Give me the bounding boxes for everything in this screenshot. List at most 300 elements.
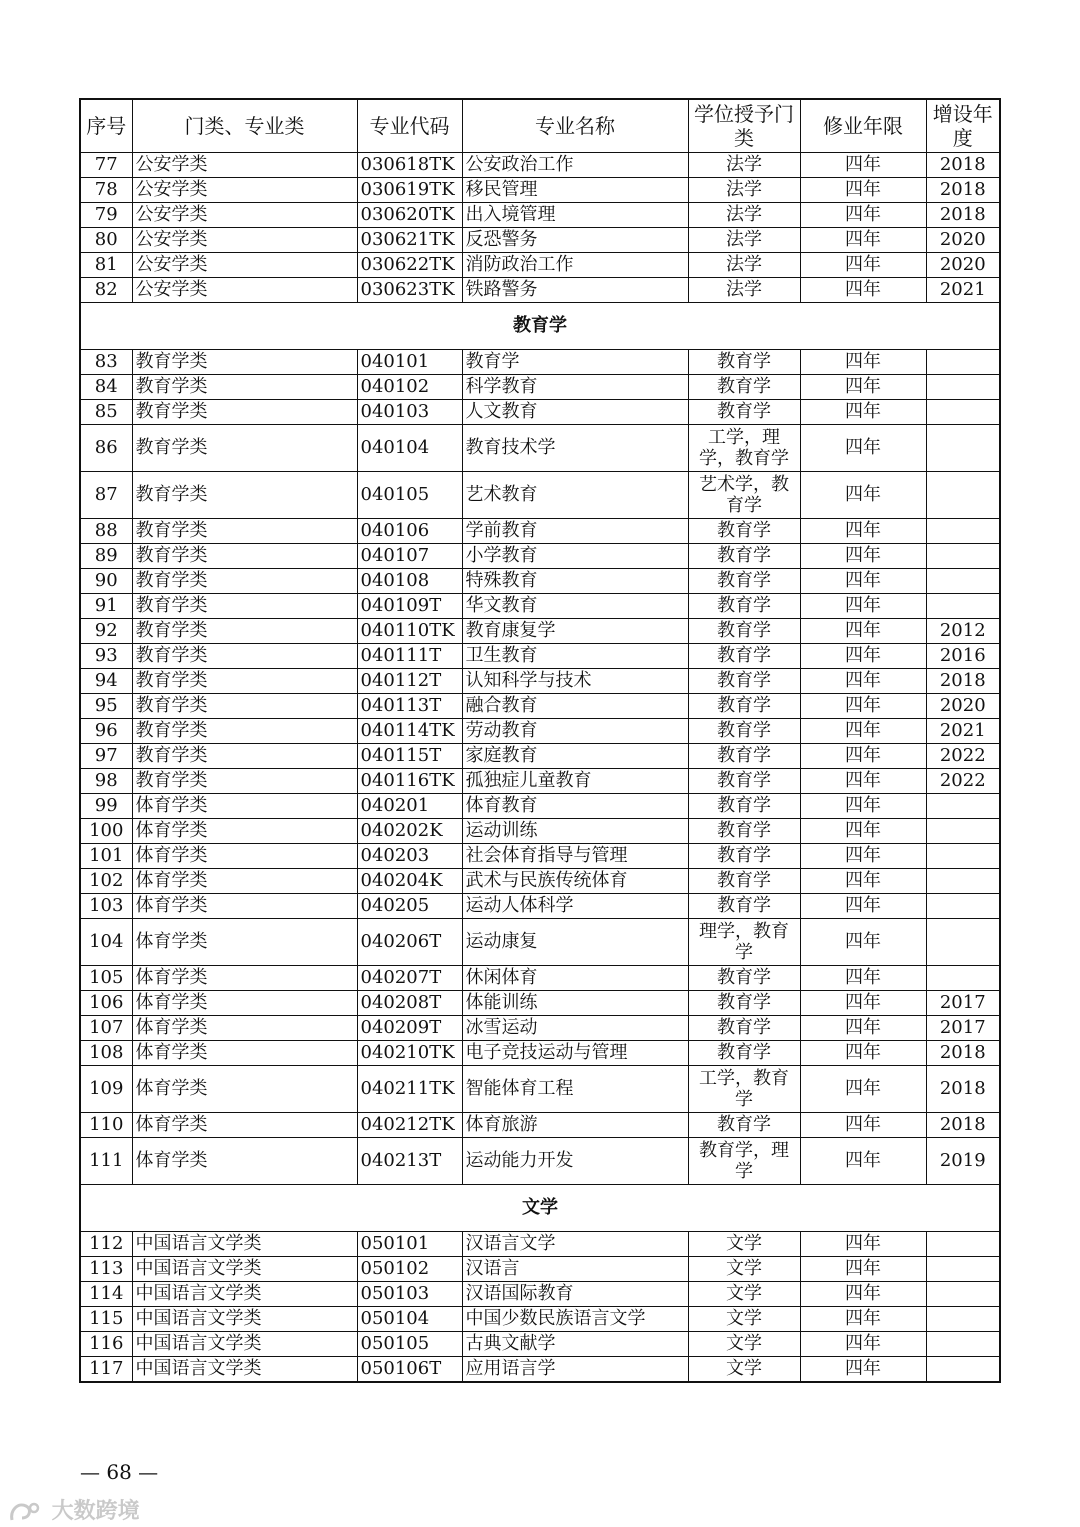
header-name: 专业名称	[462, 99, 688, 153]
cell-num: 87	[80, 472, 132, 519]
cell-degree: 工学，教育学	[688, 1066, 800, 1113]
cell-years: 四年	[800, 519, 926, 544]
table-row	[80, 472, 1000, 519]
cell-degree: 教育学	[688, 694, 800, 719]
cell-years: 四年	[800, 1357, 926, 1383]
cell-name: 应用语言学	[462, 1357, 688, 1383]
cell-code: 050102	[357, 1257, 462, 1282]
cell-code: 030619TK	[357, 178, 462, 203]
cell-years: 四年	[800, 1138, 926, 1185]
table-row	[80, 1307, 1000, 1332]
cell-name: 特殊教育	[462, 569, 688, 594]
cell-added: 2020	[926, 253, 1000, 278]
cell-num: 108	[80, 1041, 132, 1066]
cell-added: 2018	[926, 1066, 1000, 1113]
cell-code: 040203	[357, 844, 462, 869]
cell-num: 85	[80, 400, 132, 425]
cell-name: 孤独症儿童教育	[462, 769, 688, 794]
cell-name: 武术与民族传统体育	[462, 869, 688, 894]
cell-category: 教育学类	[132, 375, 357, 400]
cell-name: 体能训练	[462, 991, 688, 1016]
table-row	[80, 844, 1000, 869]
cell-category: 教育学类	[132, 519, 357, 544]
cell-added	[926, 472, 1000, 519]
cell-num: 107	[80, 1016, 132, 1041]
cell-years: 四年	[800, 400, 926, 425]
cell-name: 电子竞技运动与管理	[462, 1041, 688, 1066]
cell-years: 四年	[800, 153, 926, 178]
section-row	[80, 303, 1000, 350]
cell-added	[926, 794, 1000, 819]
cell-code: 040204K	[357, 869, 462, 894]
cell-num: 82	[80, 278, 132, 303]
cell-name: 汉语国际教育	[462, 1282, 688, 1307]
cell-code: 040105	[357, 472, 462, 519]
header-degree: 学位授予门类	[688, 99, 800, 153]
cell-code: 040114TK	[357, 719, 462, 744]
cell-added	[926, 1257, 1000, 1282]
cell-added	[926, 966, 1000, 991]
cell-degree: 法学	[688, 178, 800, 203]
cell-category: 中国语言文学类	[132, 1232, 357, 1257]
cell-num: 93	[80, 644, 132, 669]
cell-name: 出入境管理	[462, 203, 688, 228]
cell-added	[926, 594, 1000, 619]
cell-added: 2012	[926, 619, 1000, 644]
cell-num: 91	[80, 594, 132, 619]
cell-years: 四年	[800, 1113, 926, 1138]
cell-code: 040107	[357, 544, 462, 569]
cell-degree: 教育学	[688, 1041, 800, 1066]
cell-degree: 教育学	[688, 544, 800, 569]
cell-added: 2020	[926, 694, 1000, 719]
cell-added	[926, 844, 1000, 869]
cell-years: 四年	[800, 1307, 926, 1332]
cell-num: 113	[80, 1257, 132, 1282]
cell-added: 2017	[926, 1016, 1000, 1041]
cell-category: 教育学类	[132, 619, 357, 644]
cell-name: 认知科学与技术	[462, 669, 688, 694]
cell-num: 103	[80, 894, 132, 919]
cell-code: 040212TK	[357, 1113, 462, 1138]
cell-num: 80	[80, 228, 132, 253]
cell-category: 体育学类	[132, 1066, 357, 1113]
cell-code: 030623TK	[357, 278, 462, 303]
cell-name: 智能体育工程	[462, 1066, 688, 1113]
cell-years: 四年	[800, 350, 926, 375]
watermark	[8, 1494, 140, 1525]
cell-added	[926, 519, 1000, 544]
cell-category: 教育学类	[132, 594, 357, 619]
table-row	[80, 178, 1000, 203]
table-row	[80, 894, 1000, 919]
cell-degree: 教育学	[688, 991, 800, 1016]
cell-category: 体育学类	[132, 1041, 357, 1066]
cell-code: 040116TK	[357, 769, 462, 794]
cell-years: 四年	[800, 919, 926, 966]
cell-num: 92	[80, 619, 132, 644]
cell-code: 040208T	[357, 991, 462, 1016]
table-row	[80, 1066, 1000, 1113]
cell-num: 109	[80, 1066, 132, 1113]
table-row	[80, 966, 1000, 991]
cell-num: 81	[80, 253, 132, 278]
cell-added	[926, 1307, 1000, 1332]
cell-category: 体育学类	[132, 1113, 357, 1138]
majors-table	[79, 98, 1001, 1383]
header-added: 增设年度	[926, 99, 1000, 153]
watermark-logo-icon	[8, 1500, 44, 1524]
cell-degree: 教育学	[688, 844, 800, 869]
cell-degree: 教育学	[688, 400, 800, 425]
cell-degree: 教育学	[688, 669, 800, 694]
cell-name: 教育技术学	[462, 425, 688, 472]
cell-code: 040104	[357, 425, 462, 472]
cell-added	[926, 869, 1000, 894]
cell-code: 050101	[357, 1232, 462, 1257]
cell-code: 040110TK	[357, 619, 462, 644]
cell-code: 040206T	[357, 919, 462, 966]
cell-num: 96	[80, 719, 132, 744]
cell-code: 030620TK	[357, 203, 462, 228]
cell-name: 运动人体科学	[462, 894, 688, 919]
cell-degree: 文学	[688, 1282, 800, 1307]
cell-years: 四年	[800, 719, 926, 744]
cell-code: 040209T	[357, 1016, 462, 1041]
cell-name: 运动康复	[462, 919, 688, 966]
cell-num: 79	[80, 203, 132, 228]
cell-degree: 教育学	[688, 819, 800, 844]
cell-years: 四年	[800, 1257, 926, 1282]
cell-added: 2018	[926, 178, 1000, 203]
cell-code: 030621TK	[357, 228, 462, 253]
cell-category: 中国语言文学类	[132, 1282, 357, 1307]
cell-name: 公安政治工作	[462, 153, 688, 178]
cell-years: 四年	[800, 966, 926, 991]
cell-degree: 艺术学，教育学	[688, 472, 800, 519]
cell-code: 050106T	[357, 1357, 462, 1383]
table-row	[80, 1113, 1000, 1138]
table-row	[80, 519, 1000, 544]
cell-name: 教育学	[462, 350, 688, 375]
cell-code: 040207T	[357, 966, 462, 991]
table-body	[80, 153, 1000, 1383]
cell-code: 040109T	[357, 594, 462, 619]
cell-name: 人文教育	[462, 400, 688, 425]
cell-name: 家庭教育	[462, 744, 688, 769]
cell-added: 2017	[926, 991, 1000, 1016]
cell-degree: 法学	[688, 278, 800, 303]
cell-code: 050103	[357, 1282, 462, 1307]
cell-name: 汉语言	[462, 1257, 688, 1282]
cell-name: 融合教育	[462, 694, 688, 719]
cell-code: 040101	[357, 350, 462, 375]
header-years: 修业年限	[800, 99, 926, 153]
table-row	[80, 794, 1000, 819]
table-row	[80, 669, 1000, 694]
cell-added	[926, 350, 1000, 375]
cell-category: 中国语言文学类	[132, 1332, 357, 1357]
cell-degree: 文学	[688, 1257, 800, 1282]
cell-degree: 教育学	[688, 894, 800, 919]
cell-name: 铁路警务	[462, 278, 688, 303]
cell-years: 四年	[800, 1041, 926, 1066]
cell-name: 教育康复学	[462, 619, 688, 644]
cell-degree: 教育学	[688, 744, 800, 769]
cell-degree: 教育学	[688, 569, 800, 594]
cell-degree: 教育学	[688, 619, 800, 644]
table-row	[80, 869, 1000, 894]
watermark-text: 大数跨境	[51, 1499, 140, 1524]
cell-num: 98	[80, 769, 132, 794]
cell-category: 教育学类	[132, 669, 357, 694]
table-row	[80, 350, 1000, 375]
cell-years: 四年	[800, 375, 926, 400]
cell-years: 四年	[800, 794, 926, 819]
cell-name: 休闲体育	[462, 966, 688, 991]
cell-num: 89	[80, 544, 132, 569]
cell-category: 体育学类	[132, 1016, 357, 1041]
cell-years: 四年	[800, 253, 926, 278]
cell-added	[926, 819, 1000, 844]
cell-years: 四年	[800, 769, 926, 794]
cell-added	[926, 569, 1000, 594]
cell-years: 四年	[800, 1232, 926, 1257]
cell-code: 040205	[357, 894, 462, 919]
table-row	[80, 619, 1000, 644]
cell-code: 040201	[357, 794, 462, 819]
cell-years: 四年	[800, 744, 926, 769]
cell-code: 040213T	[357, 1138, 462, 1185]
cell-category: 体育学类	[132, 894, 357, 919]
cell-years: 四年	[800, 278, 926, 303]
cell-degree: 教育学	[688, 966, 800, 991]
cell-years: 四年	[800, 228, 926, 253]
table-row	[80, 228, 1000, 253]
cell-added	[926, 375, 1000, 400]
table-row	[80, 1357, 1000, 1383]
cell-degree: 教育学	[688, 350, 800, 375]
cell-added	[926, 1357, 1000, 1383]
cell-added	[926, 1232, 1000, 1257]
cell-name: 体育旅游	[462, 1113, 688, 1138]
cell-name: 中国少数民族语言文学	[462, 1307, 688, 1332]
cell-years: 四年	[800, 1016, 926, 1041]
table-row	[80, 544, 1000, 569]
cell-name: 科学教育	[462, 375, 688, 400]
cell-num: 100	[80, 819, 132, 844]
cell-num: 86	[80, 425, 132, 472]
page-number: — 68 —	[80, 1460, 159, 1484]
cell-category: 中国语言文学类	[132, 1357, 357, 1383]
cell-added	[926, 894, 1000, 919]
cell-degree: 教育学	[688, 375, 800, 400]
cell-code: 040108	[357, 569, 462, 594]
cell-added	[926, 544, 1000, 569]
cell-added: 2021	[926, 719, 1000, 744]
cell-years: 四年	[800, 472, 926, 519]
header-row	[80, 99, 1000, 153]
table-row	[80, 1138, 1000, 1185]
cell-category: 教育学类	[132, 400, 357, 425]
table-row	[80, 203, 1000, 228]
cell-name: 运动能力开发	[462, 1138, 688, 1185]
cell-category: 公安学类	[132, 153, 357, 178]
cell-num: 102	[80, 869, 132, 894]
table-row	[80, 769, 1000, 794]
cell-category: 教育学类	[132, 644, 357, 669]
cell-degree: 教育学	[688, 869, 800, 894]
cell-category: 体育学类	[132, 966, 357, 991]
cell-years: 四年	[800, 1282, 926, 1307]
cell-degree: 法学	[688, 228, 800, 253]
cell-num: 112	[80, 1232, 132, 1257]
cell-degree: 理学，教育学	[688, 919, 800, 966]
cell-category: 公安学类	[132, 228, 357, 253]
cell-name: 移民管理	[462, 178, 688, 203]
cell-num: 115	[80, 1307, 132, 1332]
cell-added: 2018	[926, 1113, 1000, 1138]
cell-num: 110	[80, 1113, 132, 1138]
cell-years: 四年	[800, 569, 926, 594]
cell-category: 教育学类	[132, 694, 357, 719]
cell-degree: 教育学，理学	[688, 1138, 800, 1185]
cell-added	[926, 400, 1000, 425]
cell-years: 四年	[800, 869, 926, 894]
cell-name: 古典文献学	[462, 1332, 688, 1357]
cell-degree: 文学	[688, 1307, 800, 1332]
table-row	[80, 375, 1000, 400]
cell-category: 教育学类	[132, 472, 357, 519]
table-row	[80, 819, 1000, 844]
cell-code: 040210TK	[357, 1041, 462, 1066]
table-row	[80, 1332, 1000, 1357]
cell-name: 华文教育	[462, 594, 688, 619]
table-row	[80, 400, 1000, 425]
cell-degree: 教育学	[688, 719, 800, 744]
cell-added	[926, 1332, 1000, 1357]
cell-num: 84	[80, 375, 132, 400]
cell-code: 040211TK	[357, 1066, 462, 1113]
table-row	[80, 919, 1000, 966]
cell-category: 公安学类	[132, 278, 357, 303]
cell-num: 106	[80, 991, 132, 1016]
header-num: 序号	[80, 99, 132, 153]
cell-added: 2022	[926, 769, 1000, 794]
table-row	[80, 425, 1000, 472]
cell-added: 2019	[926, 1138, 1000, 1185]
table-row	[80, 1282, 1000, 1307]
cell-degree: 法学	[688, 153, 800, 178]
cell-num: 97	[80, 744, 132, 769]
cell-category: 体育学类	[132, 844, 357, 869]
cell-degree: 文学	[688, 1232, 800, 1257]
cell-name: 汉语言文学	[462, 1232, 688, 1257]
table-row	[80, 569, 1000, 594]
cell-degree: 教育学	[688, 594, 800, 619]
cell-degree: 工学，理学，教育学	[688, 425, 800, 472]
header-category: 门类、专业类	[132, 99, 357, 153]
cell-num: 104	[80, 919, 132, 966]
table-row	[80, 644, 1000, 669]
section-row	[80, 1185, 1000, 1232]
cell-name: 社会体育指导与管理	[462, 844, 688, 869]
cell-name: 冰雪运动	[462, 1016, 688, 1041]
cell-num: 101	[80, 844, 132, 869]
cell-name: 艺术教育	[462, 472, 688, 519]
cell-name: 学前教育	[462, 519, 688, 544]
cell-category: 教育学类	[132, 719, 357, 744]
cell-degree: 文学	[688, 1332, 800, 1357]
cell-years: 四年	[800, 594, 926, 619]
cell-years: 四年	[800, 1066, 926, 1113]
cell-category: 体育学类	[132, 794, 357, 819]
cell-num: 94	[80, 669, 132, 694]
cell-num: 77	[80, 153, 132, 178]
cell-num: 83	[80, 350, 132, 375]
cell-category: 教育学类	[132, 769, 357, 794]
cell-code: 040113T	[357, 694, 462, 719]
cell-name: 反恐警务	[462, 228, 688, 253]
cell-num: 88	[80, 519, 132, 544]
table-row	[80, 694, 1000, 719]
section-title: 教育学	[80, 303, 1000, 350]
cell-category: 体育学类	[132, 819, 357, 844]
cell-code: 040102	[357, 375, 462, 400]
cell-code: 030622TK	[357, 253, 462, 278]
cell-code: 050104	[357, 1307, 462, 1332]
table-row	[80, 1041, 1000, 1066]
table-row	[80, 1232, 1000, 1257]
cell-category: 公安学类	[132, 178, 357, 203]
cell-years: 四年	[800, 844, 926, 869]
cell-degree: 法学	[688, 253, 800, 278]
cell-num: 114	[80, 1282, 132, 1307]
cell-added: 2020	[926, 228, 1000, 253]
cell-num: 105	[80, 966, 132, 991]
table-row	[80, 1257, 1000, 1282]
cell-num: 78	[80, 178, 132, 203]
table-row	[80, 153, 1000, 178]
cell-code: 040106	[357, 519, 462, 544]
cell-category: 体育学类	[132, 919, 357, 966]
table-row	[80, 991, 1000, 1016]
cell-added: 2018	[926, 153, 1000, 178]
cell-num: 111	[80, 1138, 132, 1185]
cell-category: 体育学类	[132, 869, 357, 894]
cell-name: 劳动教育	[462, 719, 688, 744]
cell-years: 四年	[800, 669, 926, 694]
cell-added: 2021	[926, 278, 1000, 303]
cell-degree: 教育学	[688, 1016, 800, 1041]
table-row	[80, 253, 1000, 278]
cell-num: 117	[80, 1357, 132, 1383]
cell-num: 90	[80, 569, 132, 594]
cell-degree: 法学	[688, 203, 800, 228]
cell-added: 2018	[926, 1041, 1000, 1066]
cell-category: 教育学类	[132, 744, 357, 769]
cell-category: 教育学类	[132, 544, 357, 569]
table-row	[80, 278, 1000, 303]
cell-category: 中国语言文学类	[132, 1257, 357, 1282]
cell-years: 四年	[800, 694, 926, 719]
cell-name: 小学教育	[462, 544, 688, 569]
cell-category: 中国语言文学类	[132, 1307, 357, 1332]
cell-code: 030618TK	[357, 153, 462, 178]
cell-num: 116	[80, 1332, 132, 1357]
table-row	[80, 594, 1000, 619]
cell-category: 公安学类	[132, 203, 357, 228]
